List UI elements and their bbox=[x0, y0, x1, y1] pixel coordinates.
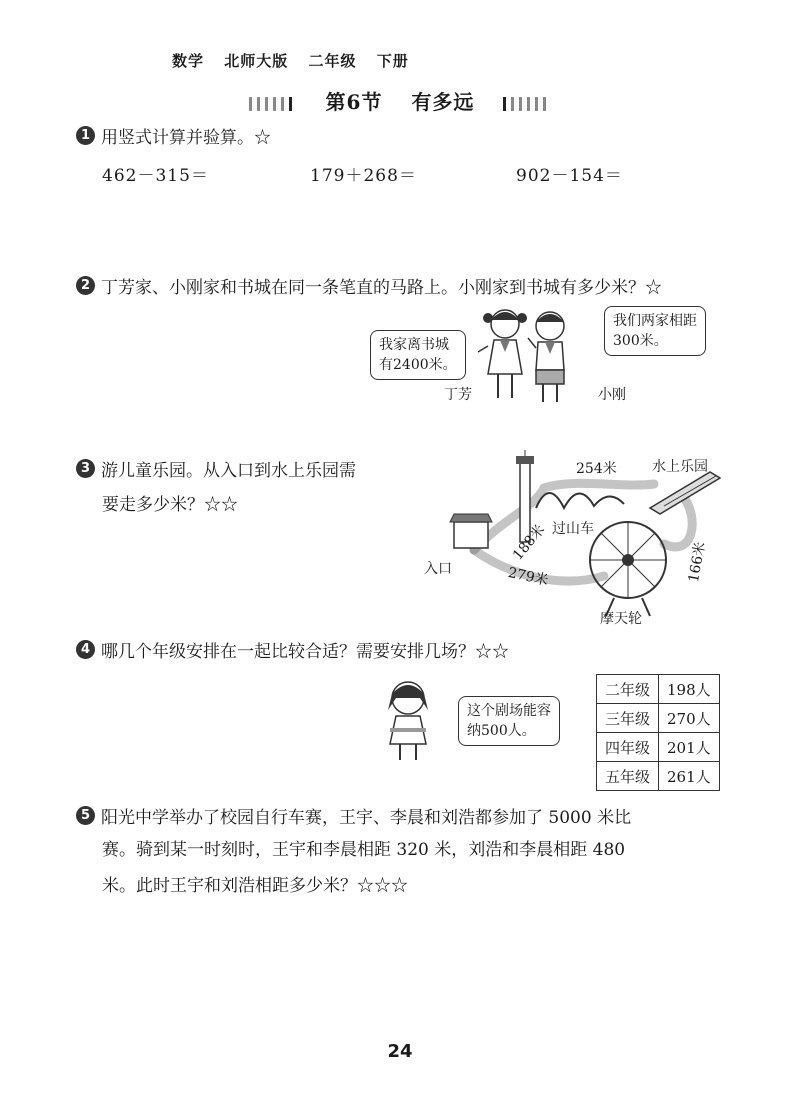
section-number: 第6节 bbox=[325, 90, 383, 114]
bubble-theater-line2: 纳500人。 bbox=[467, 723, 536, 739]
expression-2: 179＋268＝ bbox=[310, 166, 417, 186]
bubble-dingfang bbox=[370, 330, 466, 380]
table-row bbox=[597, 762, 720, 791]
amusement-park-map bbox=[424, 448, 734, 630]
ferris-wheel-icon bbox=[590, 522, 666, 616]
label-entrance: 入口 bbox=[424, 561, 452, 577]
section-name: 有多远 bbox=[411, 90, 475, 114]
table-row bbox=[597, 675, 720, 704]
table-row bbox=[597, 733, 720, 762]
question-3 bbox=[76, 456, 356, 481]
count-cell: 201人 bbox=[659, 733, 720, 762]
question-3-line1: 游儿童乐园。从入口到水上乐园需 bbox=[101, 461, 356, 481]
question-2-text: 丁芳家、小刚家和书城在同一条笔直的马路上。小刚家到书城有多少米？☆ bbox=[101, 278, 662, 298]
distance-coaster-water: 254米 bbox=[576, 461, 617, 477]
bubble-theater-line1: 这个剧场能容 bbox=[467, 703, 551, 719]
count-cell: 261人 bbox=[659, 762, 720, 791]
question-4-text: 哪几个年级安排在一起比较合适？需要安排几场？☆☆ bbox=[101, 642, 509, 662]
count-cell: 198人 bbox=[659, 675, 720, 704]
question-number-5: 5 bbox=[76, 806, 95, 825]
girl-figure bbox=[478, 310, 527, 398]
grade-cell: 五年级 bbox=[597, 762, 659, 791]
header-edition: 北师大版 bbox=[224, 52, 289, 70]
grade-cell: 四年级 bbox=[597, 733, 659, 762]
question-number-2: 2 bbox=[76, 276, 95, 295]
question-5-line3: 米。此时王宇和刘浩相距多少米？☆☆☆ bbox=[102, 876, 408, 896]
title-decoration-right bbox=[503, 92, 551, 116]
question-3-line2: 要走多少米？☆☆ bbox=[102, 495, 238, 515]
section-title bbox=[0, 86, 800, 116]
question-number-1: 1 bbox=[76, 126, 95, 145]
label-coaster: 过山车 bbox=[552, 521, 594, 537]
bubble-xiaogang-line1: 我们两家相距 bbox=[613, 313, 697, 329]
distance-entrance-wheel: 279米 bbox=[506, 564, 550, 590]
girl-reader-figure bbox=[376, 674, 446, 764]
bubble-theater bbox=[458, 696, 560, 746]
grade-table bbox=[596, 674, 720, 791]
question-5-line2: 赛。骑到某一时刻时，王宇和李晨相距 320 米，刘浩和李晨相距 480 bbox=[102, 840, 626, 860]
count-cell: 270人 bbox=[659, 704, 720, 733]
label-ferris-wheel: 摩天轮 bbox=[600, 611, 642, 627]
bubble-dingfang-line2: 有2400米。 bbox=[379, 357, 457, 373]
table-row bbox=[597, 704, 720, 733]
name-xiaogang: 小刚 bbox=[598, 387, 626, 403]
header-volume: 下册 bbox=[376, 52, 409, 70]
question-5-line1: 阳光中学举办了校园自行车赛，王宇、李晨和刘浩都参加了 5000 米比 bbox=[101, 808, 632, 828]
name-dingfang: 丁芳 bbox=[444, 387, 472, 403]
bubble-xiaogang-line2: 300米。 bbox=[613, 333, 668, 349]
question-number-3: 3 bbox=[76, 459, 95, 478]
boy-figure bbox=[528, 312, 564, 402]
question-5 bbox=[76, 803, 631, 828]
bubble-dingfang-line1: 我家离书城 bbox=[379, 337, 449, 353]
distance-entrance-coaster: 188米 bbox=[509, 521, 549, 564]
page-number: 24 bbox=[387, 1041, 413, 1062]
bubble-xiaogang bbox=[604, 306, 706, 356]
question-2 bbox=[76, 273, 662, 298]
roller-coaster-icon bbox=[536, 493, 624, 508]
header-subject: 数学 bbox=[172, 52, 205, 70]
header-grade: 二年级 bbox=[308, 52, 357, 70]
expression-1: 462－315＝ bbox=[102, 166, 209, 186]
expression-3: 902－154＝ bbox=[516, 166, 623, 186]
label-water-park: 水上乐园 bbox=[652, 459, 708, 475]
q2-illustration bbox=[370, 298, 730, 410]
grade-cell: 二年级 bbox=[597, 675, 659, 704]
title-decoration-left bbox=[249, 92, 297, 116]
question-1-text: 用竖式计算并验算。☆ bbox=[101, 128, 271, 148]
question-4 bbox=[76, 637, 509, 662]
entrance-booth-icon bbox=[450, 514, 492, 548]
question-1 bbox=[76, 123, 271, 148]
book-header bbox=[172, 50, 423, 71]
grade-cell: 三年级 bbox=[597, 704, 659, 733]
distance-wheel-water: 166米 bbox=[685, 540, 709, 584]
question-number-4: 4 bbox=[76, 640, 95, 659]
